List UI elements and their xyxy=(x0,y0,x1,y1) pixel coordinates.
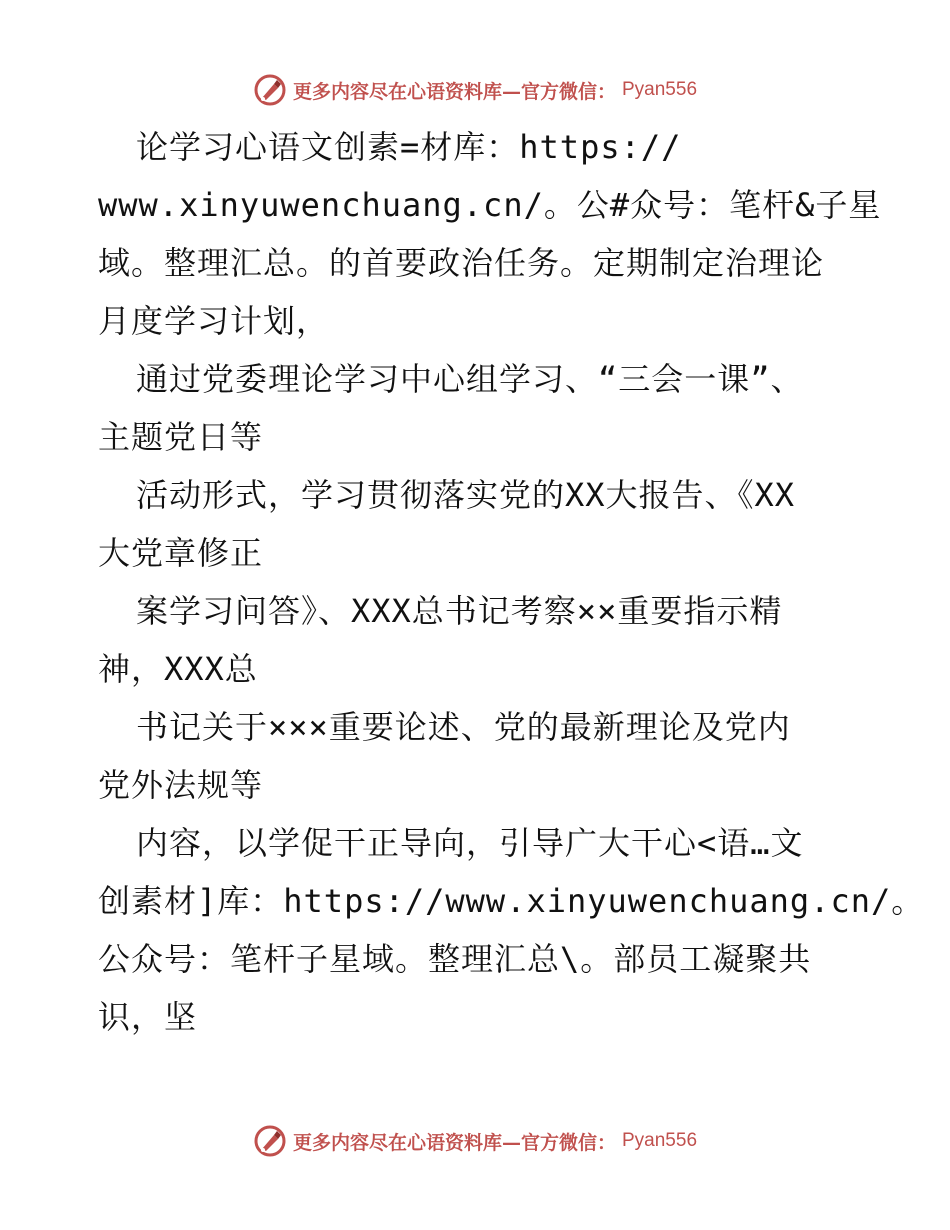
text-line: www.xinyuwenchuang.cn/。公#众号：笔杆&子星 xyxy=(98,186,882,224)
pen-logo-icon xyxy=(253,1124,287,1158)
text-line: 内容，以学促干正导向，引导广大干心<语…文 xyxy=(136,824,804,862)
text-line: 域。整理汇总。的首要政治任务。定期制定治理论 xyxy=(98,244,825,282)
text-line: 神，XXX总 xyxy=(98,650,258,688)
text-line: 公众号：笔杆子星域。整理汇总\。部员工凝聚共 xyxy=(98,940,812,978)
header-banner xyxy=(0,70,950,110)
text-line: 创素材]库：https://www.xinyuwenchuang.cn/。 xyxy=(98,882,925,920)
text-line: 通过党委理论学习中心组学习、“三会一课”、 xyxy=(136,360,804,398)
text-line: 主题党日等 xyxy=(98,418,264,456)
footer-banner-text: 更多内容尽在心语资料库—官方微信： xyxy=(292,1131,616,1154)
text-line: 大党章修正 xyxy=(98,534,264,572)
text-line: 月度学习计划， xyxy=(98,302,330,340)
pen-logo-icon xyxy=(253,73,287,107)
text-line: 论学习心语文创素=材库：https:// xyxy=(136,128,682,166)
text-line: 案学习问答》、XXX总书记考察××重要指示精 xyxy=(136,592,783,630)
text-line: 书记关于×××重要论述、党的最新理论及党内 xyxy=(136,708,791,746)
footer-banner xyxy=(0,1121,950,1161)
header-banner-id: Pyan556 xyxy=(622,79,698,100)
text-line: 活动形式，学习贯彻落实党的XX大报告、《XX xyxy=(136,476,796,514)
text-line: 识，坚 xyxy=(98,998,198,1036)
text-line: 党外法规等 xyxy=(98,766,264,804)
body-text xyxy=(98,118,925,1046)
footer-banner-id: Pyan556 xyxy=(622,1130,698,1151)
header-banner-text: 更多内容尽在心语资料库—官方微信： xyxy=(292,80,616,103)
